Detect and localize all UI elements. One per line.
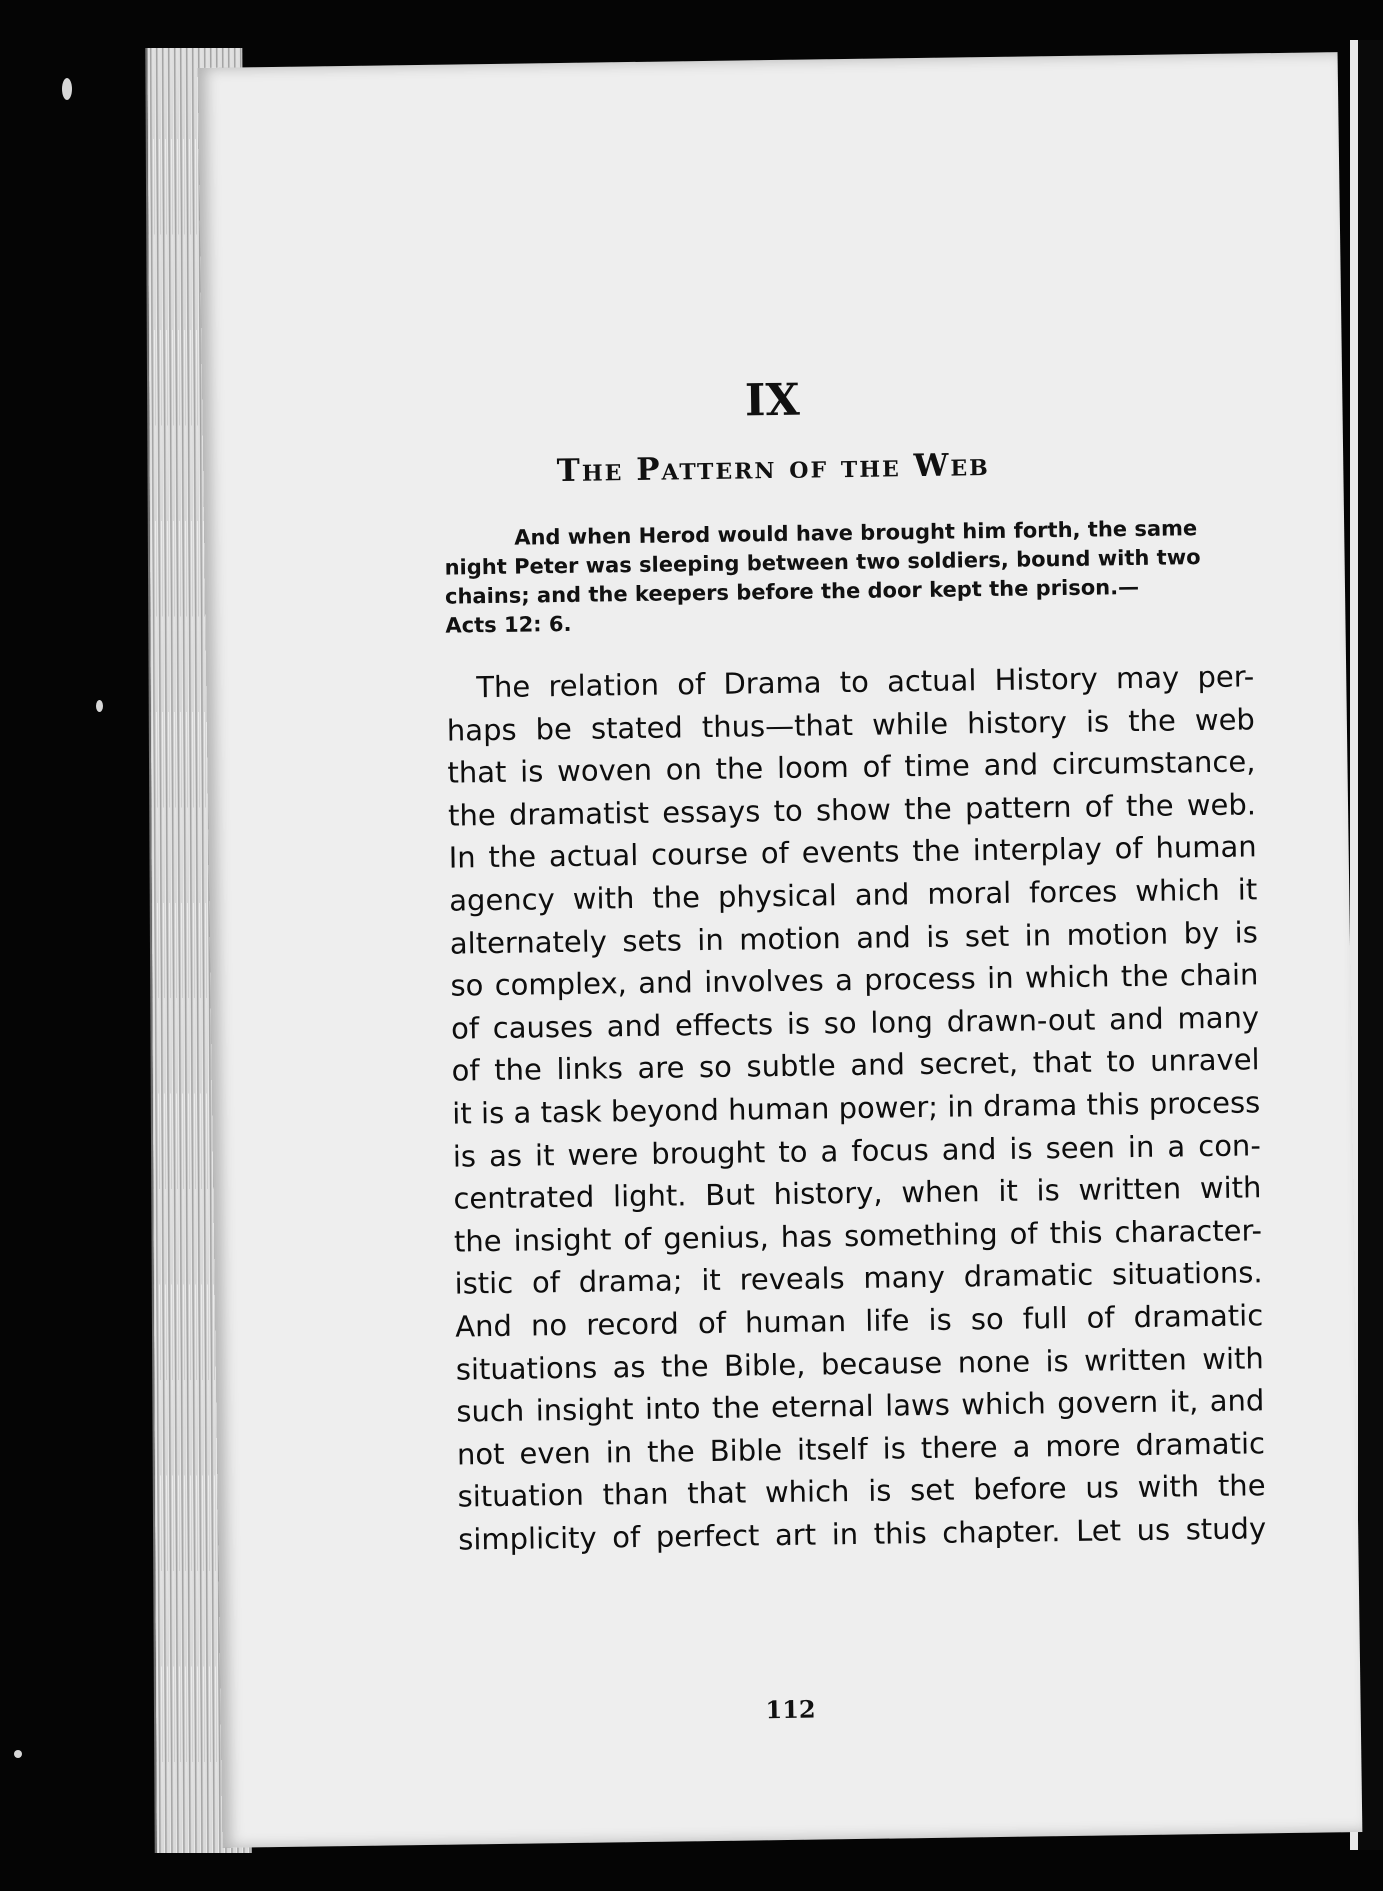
- epigraph-citation: Acts 12: 6.: [445, 611, 572, 638]
- body-line: it is a task beyond human power; in drama this process: [452, 1085, 1261, 1131]
- body-line: of the links are so subtle and secret, that to unravel: [451, 1042, 1260, 1088]
- epigraph-line: chains; and the keepers before the door kept the prison.—: [444, 574, 1140, 609]
- body-line: In the actual course of events the interplay of human: [448, 829, 1257, 875]
- body-line: simplicity of perfect art in this chapter. Let us study: [457, 1511, 1267, 1557]
- body-line: And no record of human life is so full of dramatic: [454, 1298, 1264, 1344]
- body-line: the dramatist essays to show the pattern of the web.: [447, 787, 1257, 833]
- dust-speck: [14, 1750, 22, 1758]
- dust-speck: [96, 700, 103, 712]
- body-line: istic of drama; it reveals many dramatic situations.: [454, 1255, 1263, 1301]
- body-line: such insight into the eternal laws which govern it, and: [456, 1383, 1265, 1429]
- page-number: 112: [765, 1694, 816, 1725]
- body-line: is as it were brought to a focus and is seen in a con-: [452, 1127, 1262, 1174]
- chapter-number: IX: [744, 374, 801, 427]
- body-line: The relation of Drama to actual History may per-: [476, 659, 1255, 705]
- body-line: alternately sets in motion and is set in motion by is: [449, 914, 1259, 961]
- dust-speck: [62, 78, 72, 100]
- body-paragraph: [446, 655, 1266, 1561]
- body-line: situations as the Bible, because none is written with: [455, 1340, 1264, 1387]
- body-line: agency with the physical and moral forces which it: [449, 872, 1258, 918]
- body-line: situation than that which is set before us with the: [457, 1468, 1266, 1514]
- body-line: so complex, and involves a process in which the chain: [450, 957, 1259, 1003]
- body-line: of causes and effects is so long drawn-out and many: [450, 1000, 1260, 1046]
- epigraph-line: night Peter was sleeping between two soldiers, bound with two: [444, 545, 1201, 580]
- body-line: the insight of genius, has something of this character-: [453, 1213, 1263, 1259]
- body-line: that is woven on the loom of time and circumstance,: [447, 744, 1256, 790]
- chapter-title: The Pattern of the Web: [556, 447, 990, 490]
- body-line: haps be stated thus—that while history is the web: [446, 701, 1256, 748]
- body-line: centrated light. But history, when it is written with: [453, 1170, 1262, 1216]
- body-line: not even in the Bible itself is there a more dramatic: [456, 1425, 1266, 1472]
- book-page: [198, 52, 1363, 1848]
- epigraph-line: And when Herod would have brought him forth, the same: [514, 516, 1198, 550]
- epigraph: [444, 513, 1254, 640]
